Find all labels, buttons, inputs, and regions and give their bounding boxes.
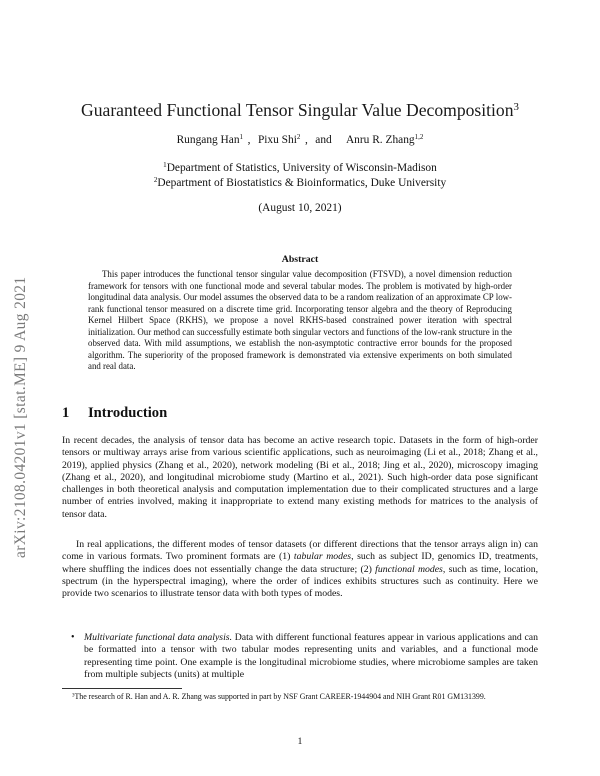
- footnote-divider: [62, 688, 182, 689]
- term-tabular-modes: tabular modes: [293, 551, 352, 563]
- author-name: Rungang Han: [176, 134, 240, 146]
- paper-title-text: Guaranteed Functional Tensor Singular Value Decomposition: [81, 100, 514, 120]
- affiliation-text: Department of Statistics, University of Wisconsin-Madison: [166, 162, 437, 174]
- author-affiliation-mark: 1: [239, 133, 244, 142]
- paragraph-text: In real applications, the different modes of tensor datasets (or different directions that the tensor arrays align in) can come in various formats. Two prominent formats are (1): [62, 539, 538, 563]
- list-item: [62, 632, 538, 681]
- affiliation-mark: 2: [153, 176, 158, 185]
- scenario-list: [62, 632, 538, 681]
- bullet-text: Data with different functional features appear in various applications and can be formatted into a tensor with two tabular modes representing units and variables, and a functional mode representing time point. One example is the longitudinal microbiome studies, where microbiome samples are taken from multiple subjects (units) at multiple: [84, 632, 538, 680]
- affiliation-line: [0, 177, 600, 189]
- footnote-mark: 3: [72, 693, 75, 699]
- author-affiliation-mark: 2: [296, 133, 301, 142]
- affiliation-line: [0, 162, 600, 174]
- author-list: Rungang Han$^1$ , Pixu Shi$^2$ , and Anru R. Zhang$^{1,2}$: [176, 133, 424, 146]
- bullet-lead-term: Multivariate functional data analysis.: [84, 632, 233, 643]
- intro-paragraph-2: [62, 539, 538, 600]
- section-number: 1: [62, 405, 70, 421]
- page-number: 1: [297, 736, 303, 747]
- bullet-dot-icon: •: [71, 632, 75, 643]
- arxiv-identifier-stamp: arXiv:2108.04201v1 [stat.ME] 9 Aug 2021: [12, 276, 29, 558]
- section-title: Introduction: [88, 405, 168, 421]
- footnote-text: The research of R. Han and A. R. Zhang was supported in part by NSF Grant CAREER-1944904 and NIH Grant R01 GM131399.: [74, 692, 486, 701]
- paragraph-text: , such as time, location, spectrum (in the hyperspectral imaging), where the order of indices exhibits structures such as continuity. Here we provide two scenarios to illustrate tensor data with both types of modes.: [62, 563, 539, 600]
- affiliation-text: Department of Biostatistics & Bioinformatics, Duke University: [157, 177, 447, 189]
- paper-title: [0, 100, 600, 121]
- section-heading: [62, 405, 167, 422]
- term-functional-modes: functional modes: [375, 563, 443, 575]
- author-affiliation-mark: 1,2: [414, 133, 424, 142]
- affiliation-mark: 1: [163, 161, 167, 170]
- author-conjunction: and: [315, 134, 332, 146]
- intro-paragraph-1: In recent decades, the analysis of tensor data has become an active research topic. Datasets in the form of high-order tensors or multiway arrays arise from various scientific applications, such as neuroimaging (Li et al., 2018; Zhang et al., 2019), applied physics (Zhang et al., 2020), network modeling (Bi et al., 2018; Jing et al., 2020), microscopy imaging (Zhang et al., 2020), and longitudinal microbiome study (Martino et al., 2021). Such high-order data pose significant challenges in both theoretical analysis and computation implementation due to their complicated structures and a large number of entries involved, making it inappropriate to extend many existing methods for matrices to the analysis of tensor data.: [62, 435, 538, 520]
- abstract-body: This paper introduces the functional tensor singular value decomposition (FTSVD), a novel dimension reduction framework for tensors with one functional mode and several tabular modes. The problem is motivated by high-order longitudinal data analysis. Our model assumes the observed data to be a random realization of an approximate CP low-rank functional tensor measured on a discrete time grid. Incorporating tensor algebra and the theory of Reproducing Kernel Hilbert Space (RKHS), we propose a novel RKHS-based constrained power iteration with spectral initialization. Our method can successfully estimate both singular vectors and functions of the low-rank structure in the observed data. With mild assumptions, we establish the non-asymptotic contractive error bounds for the proposed algorithm. The superiority of the proposed framework is demonstrated via extensive experiments on both simulated and real data.: [88, 269, 512, 372]
- abstract-heading: Abstract: [281, 254, 319, 265]
- paragraph-text: , such as subject ID, genomics ID, treatments, where shuffling the indices does not essentially change the data structure; (2): [62, 551, 539, 575]
- paper-date: (August 10, 2021): [258, 202, 342, 214]
- author-name: Anru R. Zhang: [345, 134, 415, 146]
- author-name: Pixu Shi: [257, 134, 297, 146]
- title-footnote-mark: 3: [513, 101, 519, 113]
- footnote: [62, 692, 538, 702]
